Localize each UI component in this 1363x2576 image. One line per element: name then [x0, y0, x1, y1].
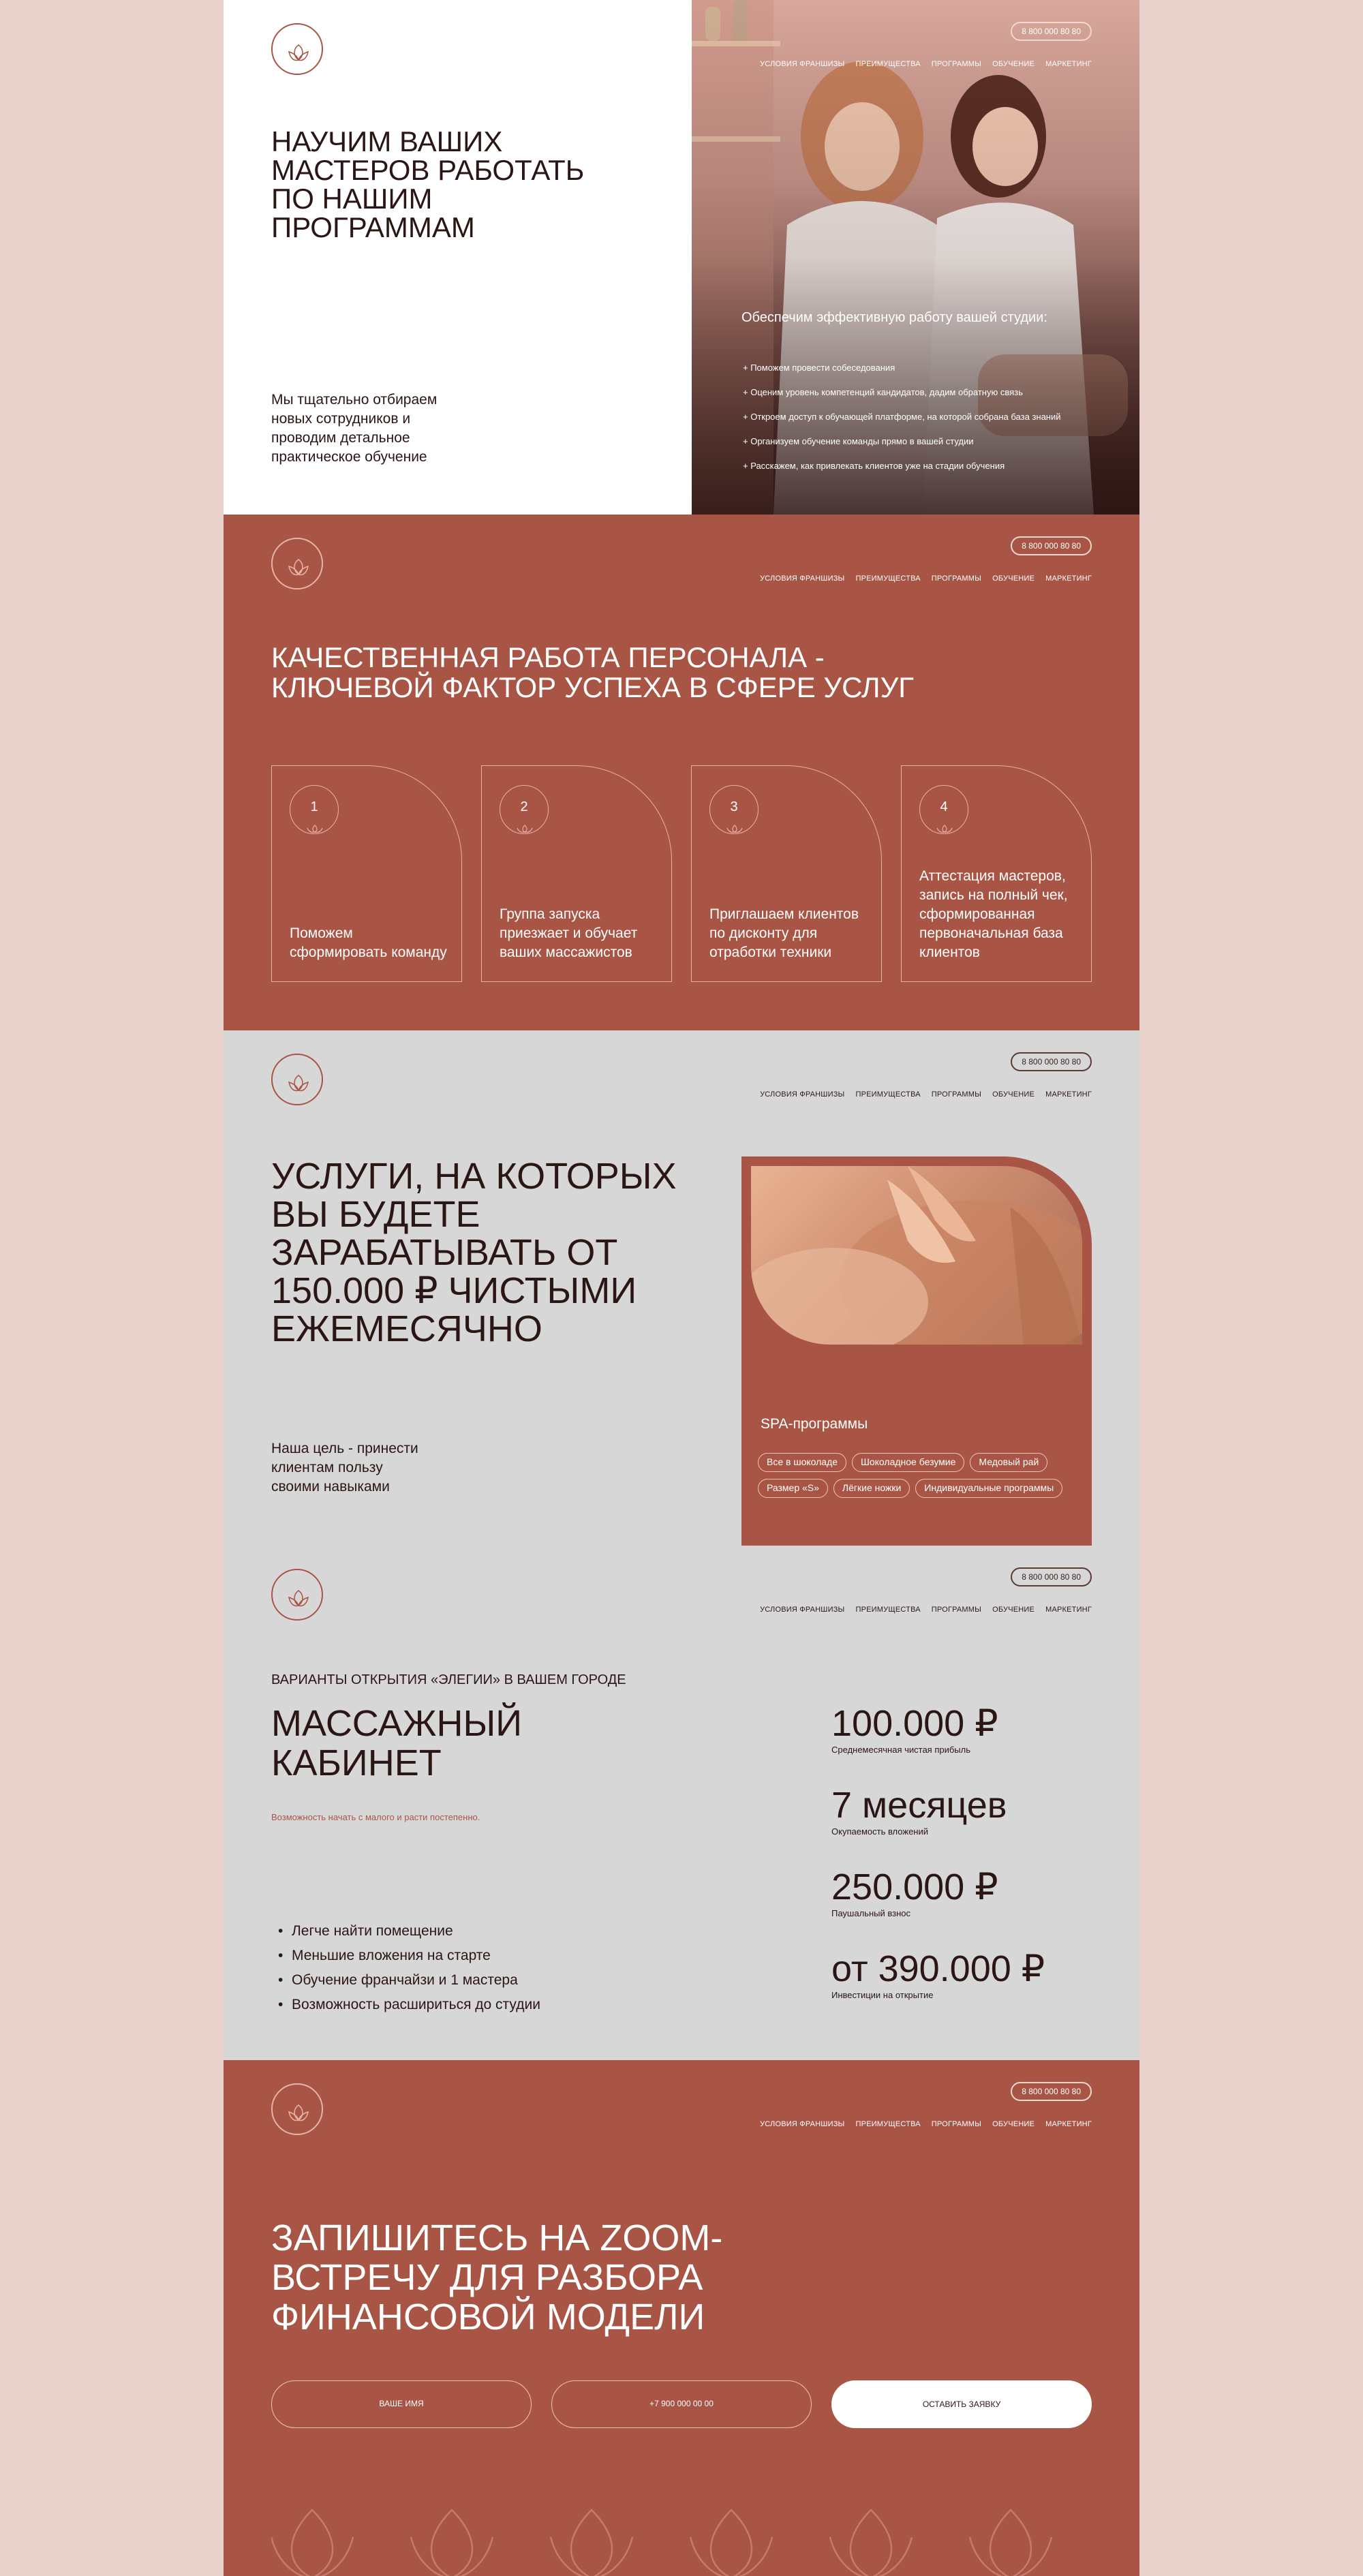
options-section	[224, 1546, 1139, 2060]
training-title: НАУЧИМ ВАШИХ МАСТЕРОВ РАБОТАТЬ ПО НАШИМ ПРОГРАММАМ	[271, 125, 585, 243]
stat-profit	[831, 1704, 998, 1755]
nav-franchise[interactable]: УСЛОВИЯ ФРАНШИЗЫ	[760, 1606, 845, 1614]
stat-fee	[831, 1867, 998, 1918]
logo[interactable]	[271, 1569, 323, 1621]
tag-chip[interactable]: Индивидуальные программы	[915, 1479, 1062, 1498]
step-text: Поможем сформировать команду	[290, 925, 447, 960]
step-number: 1	[290, 785, 339, 834]
benefits-title: Обеспечим эффективную работу вашей студии:	[741, 310, 1047, 325]
tag-chip[interactable]: Шоколадное безумие	[852, 1453, 964, 1472]
leaf-icon	[516, 824, 534, 833]
logo[interactable]	[271, 2083, 323, 2135]
spa-photo	[751, 1166, 1082, 1345]
step-number: 2	[500, 785, 549, 834]
phone-button[interactable]: 8 800 000 80 80	[1011, 1052, 1092, 1071]
options-eyebrow: ВАРИАНТЫ ОТКРЫТИЯ «ЭЛЕГИИ» В ВАШЕМ ГОРОДЕ	[271, 1672, 626, 1687]
step-text: Аттестация мастеров, запись на полный чек, сформированная первоначальная база клиентов	[919, 868, 1068, 960]
logo[interactable]	[271, 538, 323, 589]
list-item: + Расскажем, как привлекать клиентов уже на стадии обучения	[743, 461, 1005, 471]
main-nav	[760, 60, 1092, 68]
main-nav	[760, 574, 1092, 583]
landing-page	[224, 0, 1139, 2576]
main-nav	[760, 1606, 1092, 1614]
leaf-icon	[306, 824, 324, 833]
training-lead: Мы тщательно отбираем новых сотрудников и проводим детальное практическое обучение	[271, 392, 438, 465]
nav-marketing[interactable]: МАРКЕТИНГ	[1045, 1090, 1092, 1099]
leaf-icon	[936, 824, 953, 833]
nav-programs[interactable]: ПРОГРАММЫ	[931, 60, 982, 68]
nav-advantages[interactable]: ПРЕИМУЩЕСТВА	[855, 574, 921, 583]
stat-value: 7 месяцев	[831, 1785, 1007, 1826]
nav-franchise[interactable]: УСЛОВИЯ ФРАНШИЗЫ	[760, 60, 845, 68]
phone-button[interactable]: 8 800 000 80 80	[1011, 1567, 1092, 1586]
services-lead: Наша цель - принести клиентам пользу своими навыками	[271, 1441, 418, 1494]
step-card-2	[481, 765, 672, 982]
options-title: МАССАЖНЫЙ КАБИНЕТ	[271, 1703, 523, 1783]
nav-marketing[interactable]: МАРКЕТИНГ	[1045, 1606, 1092, 1614]
stat-label: Окупаемость вложений	[831, 1826, 929, 1837]
phone-button[interactable]: 8 800 000 80 80	[1011, 2082, 1092, 2101]
nav-training[interactable]: ОБУЧЕНИЕ	[992, 2120, 1035, 2128]
options-list	[278, 1919, 540, 2017]
main-nav	[760, 1090, 1092, 1099]
quality-title: КАЧЕСТВЕННАЯ РАБОТА ПЕРСОНАЛА - КЛЮЧЕВОЙ ФАКТОР УСПЕХА В СФЕРЕ УСЛУГ	[271, 641, 914, 703]
name-input[interactable]: ВАШЕ ИМЯ	[271, 2380, 532, 2428]
stat-value: от 390.000 ₽	[831, 1948, 1045, 1989]
tag-chip[interactable]: Размер «S»	[758, 1479, 828, 1498]
list-item: • Возможность расшириться до студии	[278, 1993, 540, 2017]
list-item: + Оценим уровень компетенций кандидатов, дадим обратную связь	[743, 387, 1023, 397]
nav-marketing[interactable]: МАРКЕТИНГ	[1045, 2120, 1092, 2128]
list-item: • Обучение франчайзи и 1 мастера	[278, 1968, 540, 1993]
nav-franchise[interactable]: УСЛОВИЯ ФРАНШИЗЫ	[760, 1090, 845, 1099]
nav-programs[interactable]: ПРОГРАММЫ	[931, 1606, 982, 1614]
list-item: • Меньшие вложения на старте	[278, 1944, 540, 1968]
step-number: 4	[919, 785, 968, 834]
step-card-3	[691, 765, 882, 982]
list-item: + Поможем провести собеседования	[743, 363, 895, 373]
nav-advantages[interactable]: ПРЕИМУЩЕСТВА	[855, 60, 921, 68]
program-tags	[758, 1453, 1078, 1498]
tag-chip[interactable]: Все в шоколаде	[758, 1453, 846, 1472]
nav-advantages[interactable]: ПРЕИМУЩЕСТВА	[855, 1090, 921, 1099]
step-number: 3	[709, 785, 759, 834]
stat-label: Среднемесячная чистая прибыль	[831, 1745, 971, 1755]
list-item: • Легче найти помещение	[278, 1919, 540, 1944]
leaf-pattern	[271, 2503, 1092, 2576]
nav-advantages[interactable]: ПРЕИМУЩЕСТВА	[855, 2120, 921, 2128]
stat-investment	[831, 1949, 1045, 2000]
stat-value: 250.000 ₽	[831, 1867, 998, 1907]
zoom-title: ЗАПИШИТЕСЬ НА ZOOM-ВСТРЕЧУ ДЛЯ РАЗБОРА ФИНАНСОВОЙ МОДЕЛИ	[271, 2218, 723, 2337]
list-item: + Откроем доступ к обучающей платформе, на которой собрана база знаний	[743, 412, 1061, 422]
nav-training[interactable]: ОБУЧЕНИЕ	[992, 60, 1035, 68]
nav-programs[interactable]: ПРОГРАММЫ	[931, 574, 982, 583]
nav-programs[interactable]: ПРОГРАММЫ	[931, 2120, 982, 2128]
step-text: Группа запуска приезжает и обучает ваших массажистов	[500, 906, 638, 960]
benefits-list	[743, 356, 1061, 478]
step-card-1	[271, 765, 462, 982]
nav-programs[interactable]: ПРОГРАММЫ	[931, 1090, 982, 1099]
tag-chip[interactable]: Лёгкие ножки	[833, 1479, 910, 1498]
quality-section	[224, 515, 1139, 1030]
main-nav	[760, 2120, 1092, 2128]
stat-label: Паушальный взнос	[831, 1908, 910, 1918]
nav-marketing[interactable]: МАРКЕТИНГ	[1045, 574, 1092, 583]
step-text: Приглашаем клиентов по дисконту для отработки техники	[709, 906, 859, 960]
nav-marketing[interactable]: МАРКЕТИНГ	[1045, 60, 1092, 68]
training-section	[224, 0, 1139, 515]
tag-chip[interactable]: Медовый рай	[970, 1453, 1047, 1472]
services-title: УСЛУГИ, НА КОТОРЫХ ВЫ БУДЕТЕ ЗАРАБАТЫВАТЬ ОТ 150.000 ₽ ЧИСТЫМИ ЕЖЕМЕСЯЧНО	[271, 1156, 677, 1349]
zoom-section	[224, 2060, 1139, 2576]
nav-training[interactable]: ОБУЧЕНИЕ	[992, 574, 1035, 583]
nav-training[interactable]: ОБУЧЕНИЕ	[992, 1090, 1035, 1099]
leaf-icon	[726, 824, 744, 833]
logo[interactable]	[271, 23, 323, 75]
nav-franchise[interactable]: УСЛОВИЯ ФРАНШИЗЫ	[760, 574, 845, 583]
spa-card[interactable]	[741, 1156, 1092, 1546]
stat-payback	[831, 1785, 1007, 1837]
services-section	[224, 1030, 1139, 1546]
nav-training[interactable]: ОБУЧЕНИЕ	[992, 1606, 1035, 1614]
spa-label: SPA-программы	[761, 1416, 868, 1432]
phone-button[interactable]: 8 800 000 80 80	[1011, 536, 1092, 555]
stat-label: Инвестиции на открытие	[831, 1990, 934, 2000]
stat-value: 100.000 ₽	[831, 1703, 998, 1744]
step-card-4	[901, 765, 1092, 982]
nav-advantages[interactable]: ПРЕИМУЩЕСТВА	[855, 1606, 921, 1614]
list-item: + Организуем обучение команды прямо в вашей студии	[743, 436, 974, 446]
phone-input[interactable]: +7 900 000 00 00	[551, 2380, 812, 2428]
nav-franchise[interactable]: УСЛОВИЯ ФРАНШИЗЫ	[760, 2120, 845, 2128]
phone-button[interactable]: 8 800 000 80 80	[1011, 22, 1092, 41]
logo[interactable]	[271, 1054, 323, 1105]
options-note: Возможность начать с малого и расти постепенно.	[271, 1812, 480, 1822]
submit-button[interactable]: ОСТАВИТЬ ЗАЯВКУ	[831, 2380, 1092, 2428]
